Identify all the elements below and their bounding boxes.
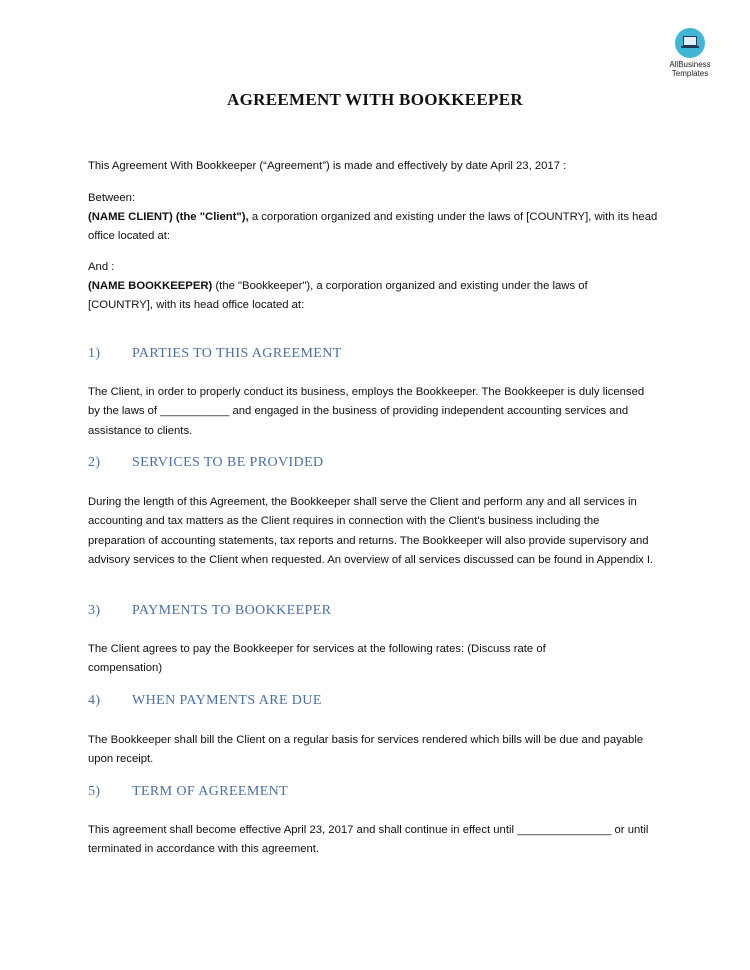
section-number: 1): [88, 346, 101, 361]
section-number: 5): [88, 784, 101, 799]
section-heading-2: [88, 455, 324, 471]
bookkeeper-name: (NAME BOOKKEEPER): [88, 280, 213, 292]
section-number: 2): [88, 455, 101, 470]
laptop-icon: [675, 28, 705, 58]
section-title: PAYMENTS TO BOOKKEEPER: [132, 603, 332, 618]
document-title: AGREEMENT WITH BOOKKEEPER: [227, 90, 523, 109]
section-text-3: The Client agrees to pay the Bookkeeper for services at the following rates: (Discuss rate of compensation): [88, 643, 546, 675]
between-label: Between:: [88, 192, 136, 204]
section-heading-1: [88, 346, 342, 362]
section-title: PARTIES TO THIS AGREEMENT: [132, 346, 342, 361]
logo-line-2: Templates: [671, 69, 709, 78]
client-name: (NAME CLIENT) (the "Client"),: [88, 211, 249, 223]
section-title: WHEN PAYMENTS ARE DUE: [132, 693, 322, 708]
section-text-5: This agreement shall become effective April 23, 2017 and shall continue in effect until _______________ or until terminated in accordance with this agreement.: [88, 824, 649, 856]
bookkeeper-description: (the "Bookkeeper"), a corporation organized and existing under the laws of [COUNTRY], with its head office located at:: [88, 280, 588, 312]
section-number: 4): [88, 693, 101, 708]
logo-line-1: AllBusiness: [669, 60, 711, 69]
section-heading-3: [88, 603, 331, 619]
section-text-1: The Client, in order to properly conduct its business, employs the Bookkeeper. The Bookkeeper is duly licensed by the laws of ___________ and engaged in the business of providing independent accounting services and assistance to clients.: [88, 386, 645, 437]
section-title: SERVICES TO BE PROVIDED: [132, 455, 324, 470]
section-title: TERM OF AGREEMENT: [132, 784, 289, 799]
allbusiness-templates-logo: [662, 28, 718, 78]
client-paragraph: [88, 208, 658, 247]
section-text-4: The Bookkeeper shall bill the Client on a regular basis for services rendered which bills will be due and payable upon receipt.: [88, 734, 644, 766]
section-heading-5: [88, 784, 288, 800]
and-label: And :: [88, 261, 115, 273]
section-heading-4: [88, 693, 322, 709]
bookkeeper-paragraph: [88, 277, 633, 316]
section-text-2: During the length of this Agreement, the Bookkeeper shall serve the Client and perform any and all services in accounting and tax matters as the Client requires in connection with the Client's business including the preparation of accounting statements, tax reports and returns. The Bookkeeper will also provide supervisory and advisory services to the Client when requested. An overview of all services discussed can be found in Appendix I.: [88, 496, 654, 566]
intro-paragraph: This Agreement With Bookkeeper (“Agreement”) is made and effectively by date April 23, 2017 :: [88, 160, 567, 172]
section-number: 3): [88, 603, 101, 618]
client-description: a corporation organized and existing under the laws of [COUNTRY], with its head office located at:: [88, 211, 658, 243]
